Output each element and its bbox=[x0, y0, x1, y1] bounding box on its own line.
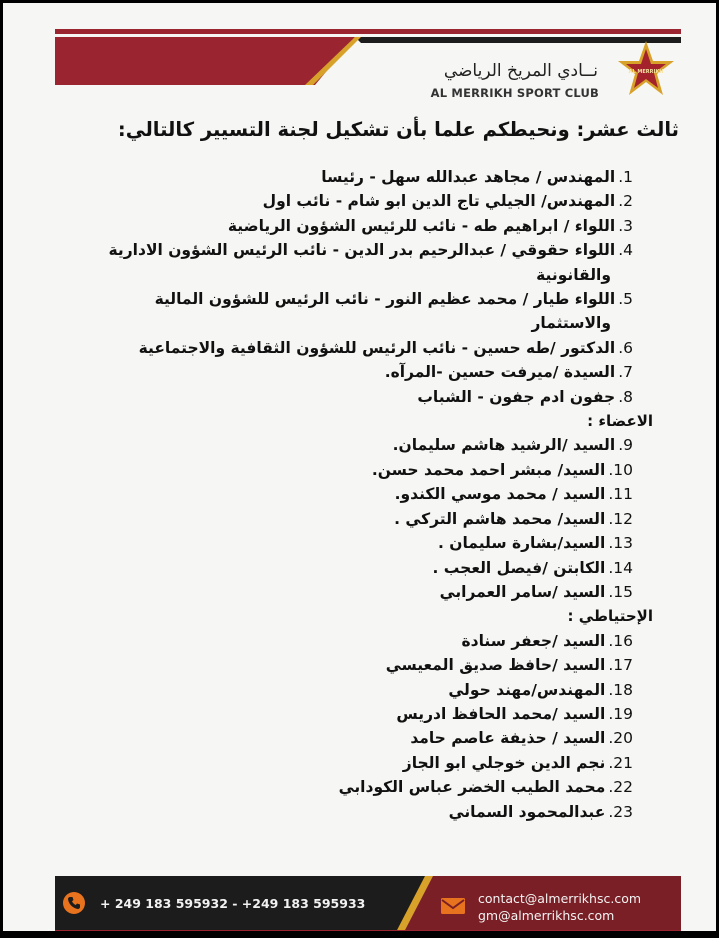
list-item: 7.السيدة /ميرفت حسين -المرآه. bbox=[384, 363, 633, 382]
members-label: الاعضاء : bbox=[587, 412, 653, 431]
list-item: 10.السيد/ مبشر احمد محمد حسن. bbox=[371, 460, 633, 479]
logo-text: AL MERRIKH bbox=[628, 69, 664, 75]
footer-phone: + 249 183 595932 - +249 183 595933 bbox=[100, 896, 366, 911]
document-page bbox=[3, 3, 716, 931]
phone-icon bbox=[63, 892, 85, 914]
list-item: 16.السيد /جعفر سنادة bbox=[461, 631, 633, 650]
list-item: 11.السيد / محمد موسي الكندو. bbox=[394, 485, 633, 504]
list-item: 12.السيد/ محمد هاشم التركي . bbox=[394, 509, 633, 528]
list-item: 15.السيد /سامر العمرابي bbox=[439, 582, 633, 601]
list-item: 2.المهندس/ الجيلي تاج الدين ابو شام - نائب اول bbox=[262, 192, 633, 211]
list-item: 4.اللواء حقوقي / عبدالرحيم بدر الدين - نائب الرئيس الشؤون الادارية bbox=[108, 241, 633, 260]
list-item: 13.السيد/بشارة سليمان . bbox=[437, 534, 633, 553]
list-item: 14.الكابتن /فيصل العجب . bbox=[432, 558, 633, 577]
list-item: 21.نجم الدين خوجلي ابو الجاز bbox=[402, 753, 633, 772]
club-name-arabic: نــادي المريخ الرياضي bbox=[443, 61, 598, 81]
list-item: 3.اللواء / ابراهيم طه - نائب للرئيس الشؤون الرياضية bbox=[227, 216, 633, 235]
list-item: 17.السيد /حافظ صديق المعيسي bbox=[385, 656, 633, 675]
list-item: 1.المهندس / مجاهد عبدالله سهل - رئيسا bbox=[321, 168, 633, 186]
list-item: 8.جفون ادم جفون - الشباب bbox=[417, 387, 633, 406]
list-item: 22.محمد الطيب الخضر عباس الكودابي bbox=[338, 778, 633, 797]
list-item: 6.الدكتور /طه حسين - نائب الرئيس للشؤون الثقافية والاجتماعية bbox=[138, 338, 633, 357]
star-logo-icon bbox=[616, 39, 676, 101]
list-item: 5.اللواء طيار / محمد عظيم النور - نائب الرئيس للشؤون المالية bbox=[154, 290, 633, 309]
list-item: 20.السيد / حذيفة عاصم حامد bbox=[410, 729, 633, 748]
section-heading: ثالث عشر: ونحيطكم علما بأن تشكيل لجنة التسيير كالتالي: bbox=[117, 118, 679, 141]
list-item: 9.السيد /الرشيد هاشم سليمان. bbox=[392, 436, 633, 455]
committee-list bbox=[108, 165, 653, 824]
list-item-continuation: والقانونية bbox=[536, 265, 611, 284]
reserves-label: الإحتياطي : bbox=[567, 607, 653, 626]
list-item: 18.المهندس/مهند حولي bbox=[448, 680, 633, 699]
list-item: 23.عبدالمحمود السماني bbox=[448, 802, 633, 821]
footer-email-contact: contact@almerrikhsc.com bbox=[478, 891, 642, 906]
list-item: 19.السيد /محمد الحافظ ادريس bbox=[396, 704, 633, 723]
club-name-english: AL MERRIKH SPORT CLUB bbox=[430, 86, 599, 100]
footer-email-gm: gm@almerrikhsc.com bbox=[478, 908, 615, 923]
list-item-continuation: والاستثمار bbox=[531, 314, 611, 333]
mail-icon bbox=[440, 896, 466, 916]
